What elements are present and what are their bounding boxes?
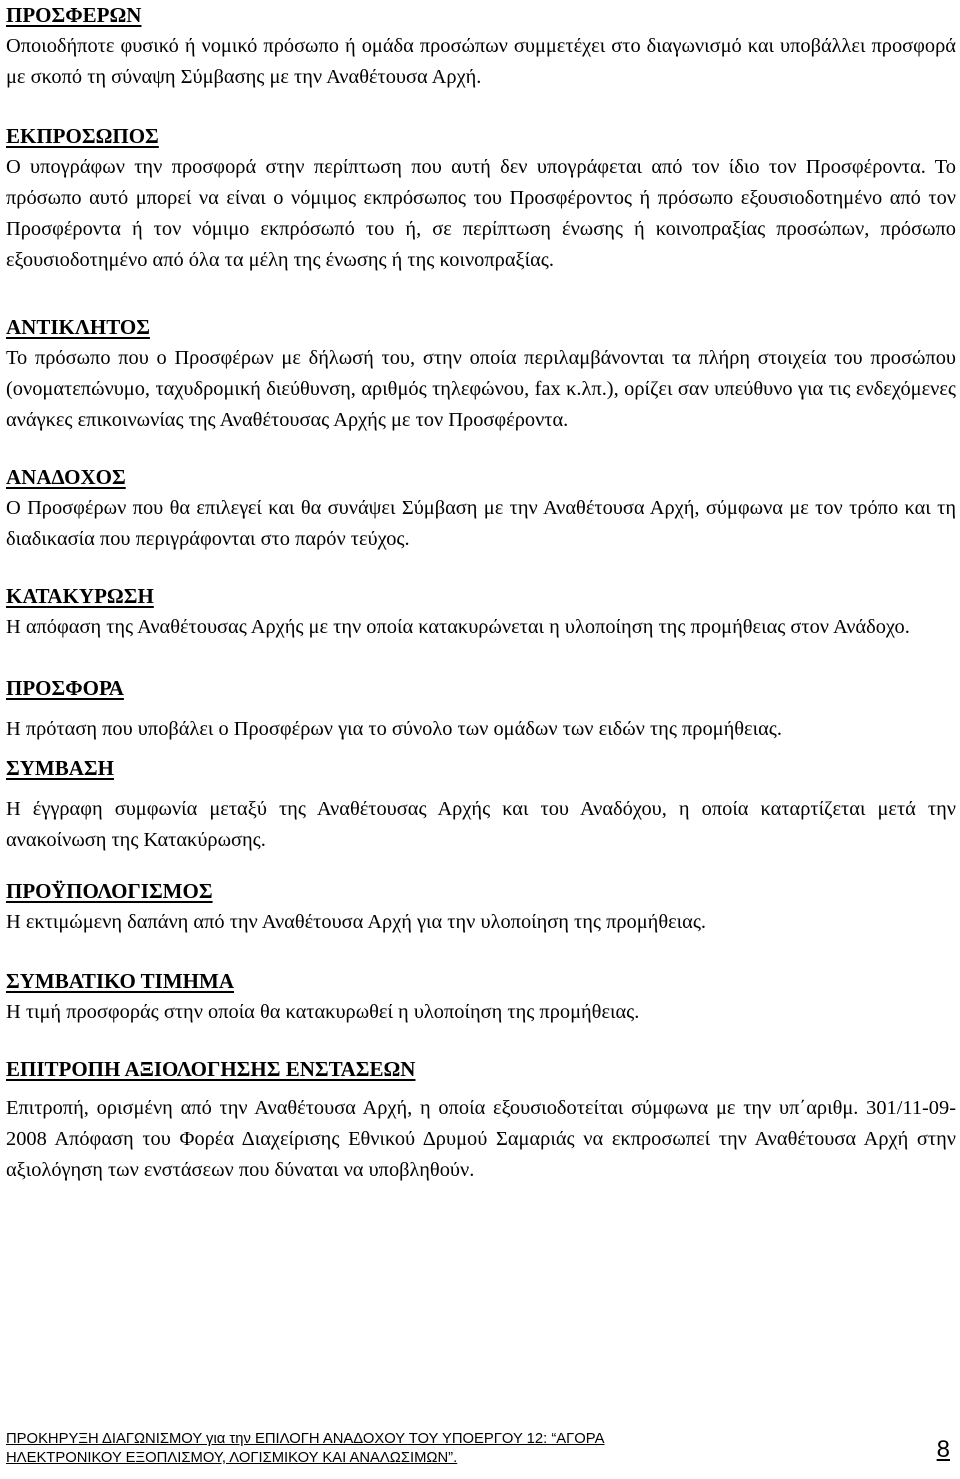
definition-proypologismos [6,876,956,938]
section-text: Η έγγραφη συμφωνία μεταξύ της Αναθέτουσας Αρχής και του Αναδόχου, η οποία καταρτίζεται μετά την ανακοίνωση της Κατακύρωσης. [6,798,956,851]
section-heading: ΣΥΜΒΑΣΗ [6,756,114,780]
section-text: Η εκτιμώμενη δαπάνη από την Αναθέτουσα Αρχή για την υλοποίηση της προμήθειας. [6,911,707,933]
page-footer [6,1430,956,1478]
section-text: Η απόφαση της Αναθέτουσας Αρχής με την οποία κατακυρώνεται η υλοποίηση της προμήθειας στον Ανάδοχο. [6,616,910,638]
definition-symvatiko-timima [6,966,956,1028]
definition-prosferon [6,0,956,93]
page-number: 8 [936,1436,950,1463]
section-text: Ο υπογράφων την προσφορά στην περίπτωση που αυτή δεν υπογράφεται από τον ίδιο τον Προσφέροντα. Το πρόσωπο αυτό μπορεί να είναι ο νόμιμος εκπρόσωπος του Προσφέροντος ή πρόσωπο εξουσιοδοτημένο από τον Προσφέροντα ή τον νόμιμο εκπρόσωπό του ή, σε περίπτωση ένωσης ή κοινοπραξίας προσώπων, πρόσωπο εξουσιοδοτημένο από όλα τα μέλη της ένωσης ή της κοινοπραξίας. [6,156,956,271]
section-heading: ΕΚΠΡΟΣΩΠΟΣ [6,124,159,148]
footer-title-line-2: ΗΛΕΚΤΡΟΝΙΚΟΥ ΕΞΟΠΛΙΣΜΟΥ, ΛΟΓΙΣΜΙΚΟΥ ΚΑΙ ΑΝΑΛΩΣΙΜΩΝ”. [6,1450,458,1466]
definition-anadochos [6,462,956,555]
footer-title-line-1: ΠΡΟΚΗΡΥΞΗ ΔΙΑΓΩΝΙΣΜΟΥ για την ΕΠΙΛΟΓΗ ΑΝΑΔΟΧΟΥ ΤΟΥ ΥΠΟΕΡΓΟΥ 12: “ΑΓΟΡΑ [6,1431,605,1447]
section-heading: ΚΑΤΑΚΥΡΩΣΗ [6,584,154,608]
definition-symvasi [6,753,956,856]
section-heading: ΑΝΤΙΚΛΗΤΟΣ [6,315,150,339]
section-text: Επιτροπή, ορισμένη από την Αναθέτουσα Αρχή, η οποία εξουσιοδοτείται σύμφωνα με την υπ΄αριθμ. 301/11-09-2008 Απόφαση του Φορέα Διαχείρισης Εθνικού Δρυμού Σαμαριάς να εκπροσωπεί την Αναθέτουσα Αρχή στην αξιολόγηση των ενστάσεων που δύναται να υποβληθούν. [6,1097,956,1181]
definition-prosfora [6,673,956,745]
section-text: Οποιοδήποτε φυσικό ή νομικό πρόσωπο ή ομάδα προσώπων συμμετέχει στο διαγωνισμό και υποβάλλει προσφορά με σκοπό τη σύναψη Σύμβασης με την Αναθέτουσα Αρχή. [6,35,956,88]
section-heading: ΠΡΟΣΦΟΡΑ [6,676,124,700]
definition-antikletos [6,312,956,436]
definition-ekprosopos [6,121,956,276]
section-heading: ΑΝΑΔΟΧΟΣ [6,465,126,489]
document-page [6,0,956,1186]
section-text: Το πρόσωπο που ο Προσφέρων με δήλωσή του, στην οποία περιλαμβάνονται τα πλήρη στοιχεία του προσώπου (ονοματεπώνυμο, ταχυδρομική διεύθυνση, αριθμός τηλεφώνου, fax κ.λπ.), ορίζει σαν υπεύθυνο για τις ενδεχόμενες ανάγκες επικοινωνίας της Αναθέτουσας Αρχής με τον Προσφέροντα. [6,347,956,431]
section-heading: ΕΠΙΤΡΟΠΗ ΑΞΙΟΛΟΓΗΣΗΣ ΕΝΣΤΑΣΕΩΝ [6,1057,416,1081]
section-text: Η πρόταση που υποβάλει ο Προσφέρων για το σύνολο των ομάδων των ειδών της προμήθειας. [6,718,782,740]
section-heading: ΣΥΜΒΑΤΙΚΟ ΤΙΜΗΜΑ [6,969,234,993]
section-text: Η τιμή προσφοράς στην οποία θα κατακυρωθεί η υλοποίηση της προμήθειας. [6,1001,640,1023]
definition-katakyrosi [6,581,956,643]
section-heading: ΠΡΟΫΠΟΛΟΓΙΣΜΟΣ [6,879,213,903]
section-heading: ΠΡΟΣΦΕΡΩΝ [6,3,142,27]
section-text: Ο Προσφέρων που θα επιλεγεί και θα συνάψει Σύμβαση με την Αναθέτουσα Αρχή, σύμφωνα με τον τρόπο και τη διαδικασία που περιγράφονται στο παρόν τεύχος. [6,497,956,550]
definition-epitropi-axiologisis [6,1054,956,1186]
